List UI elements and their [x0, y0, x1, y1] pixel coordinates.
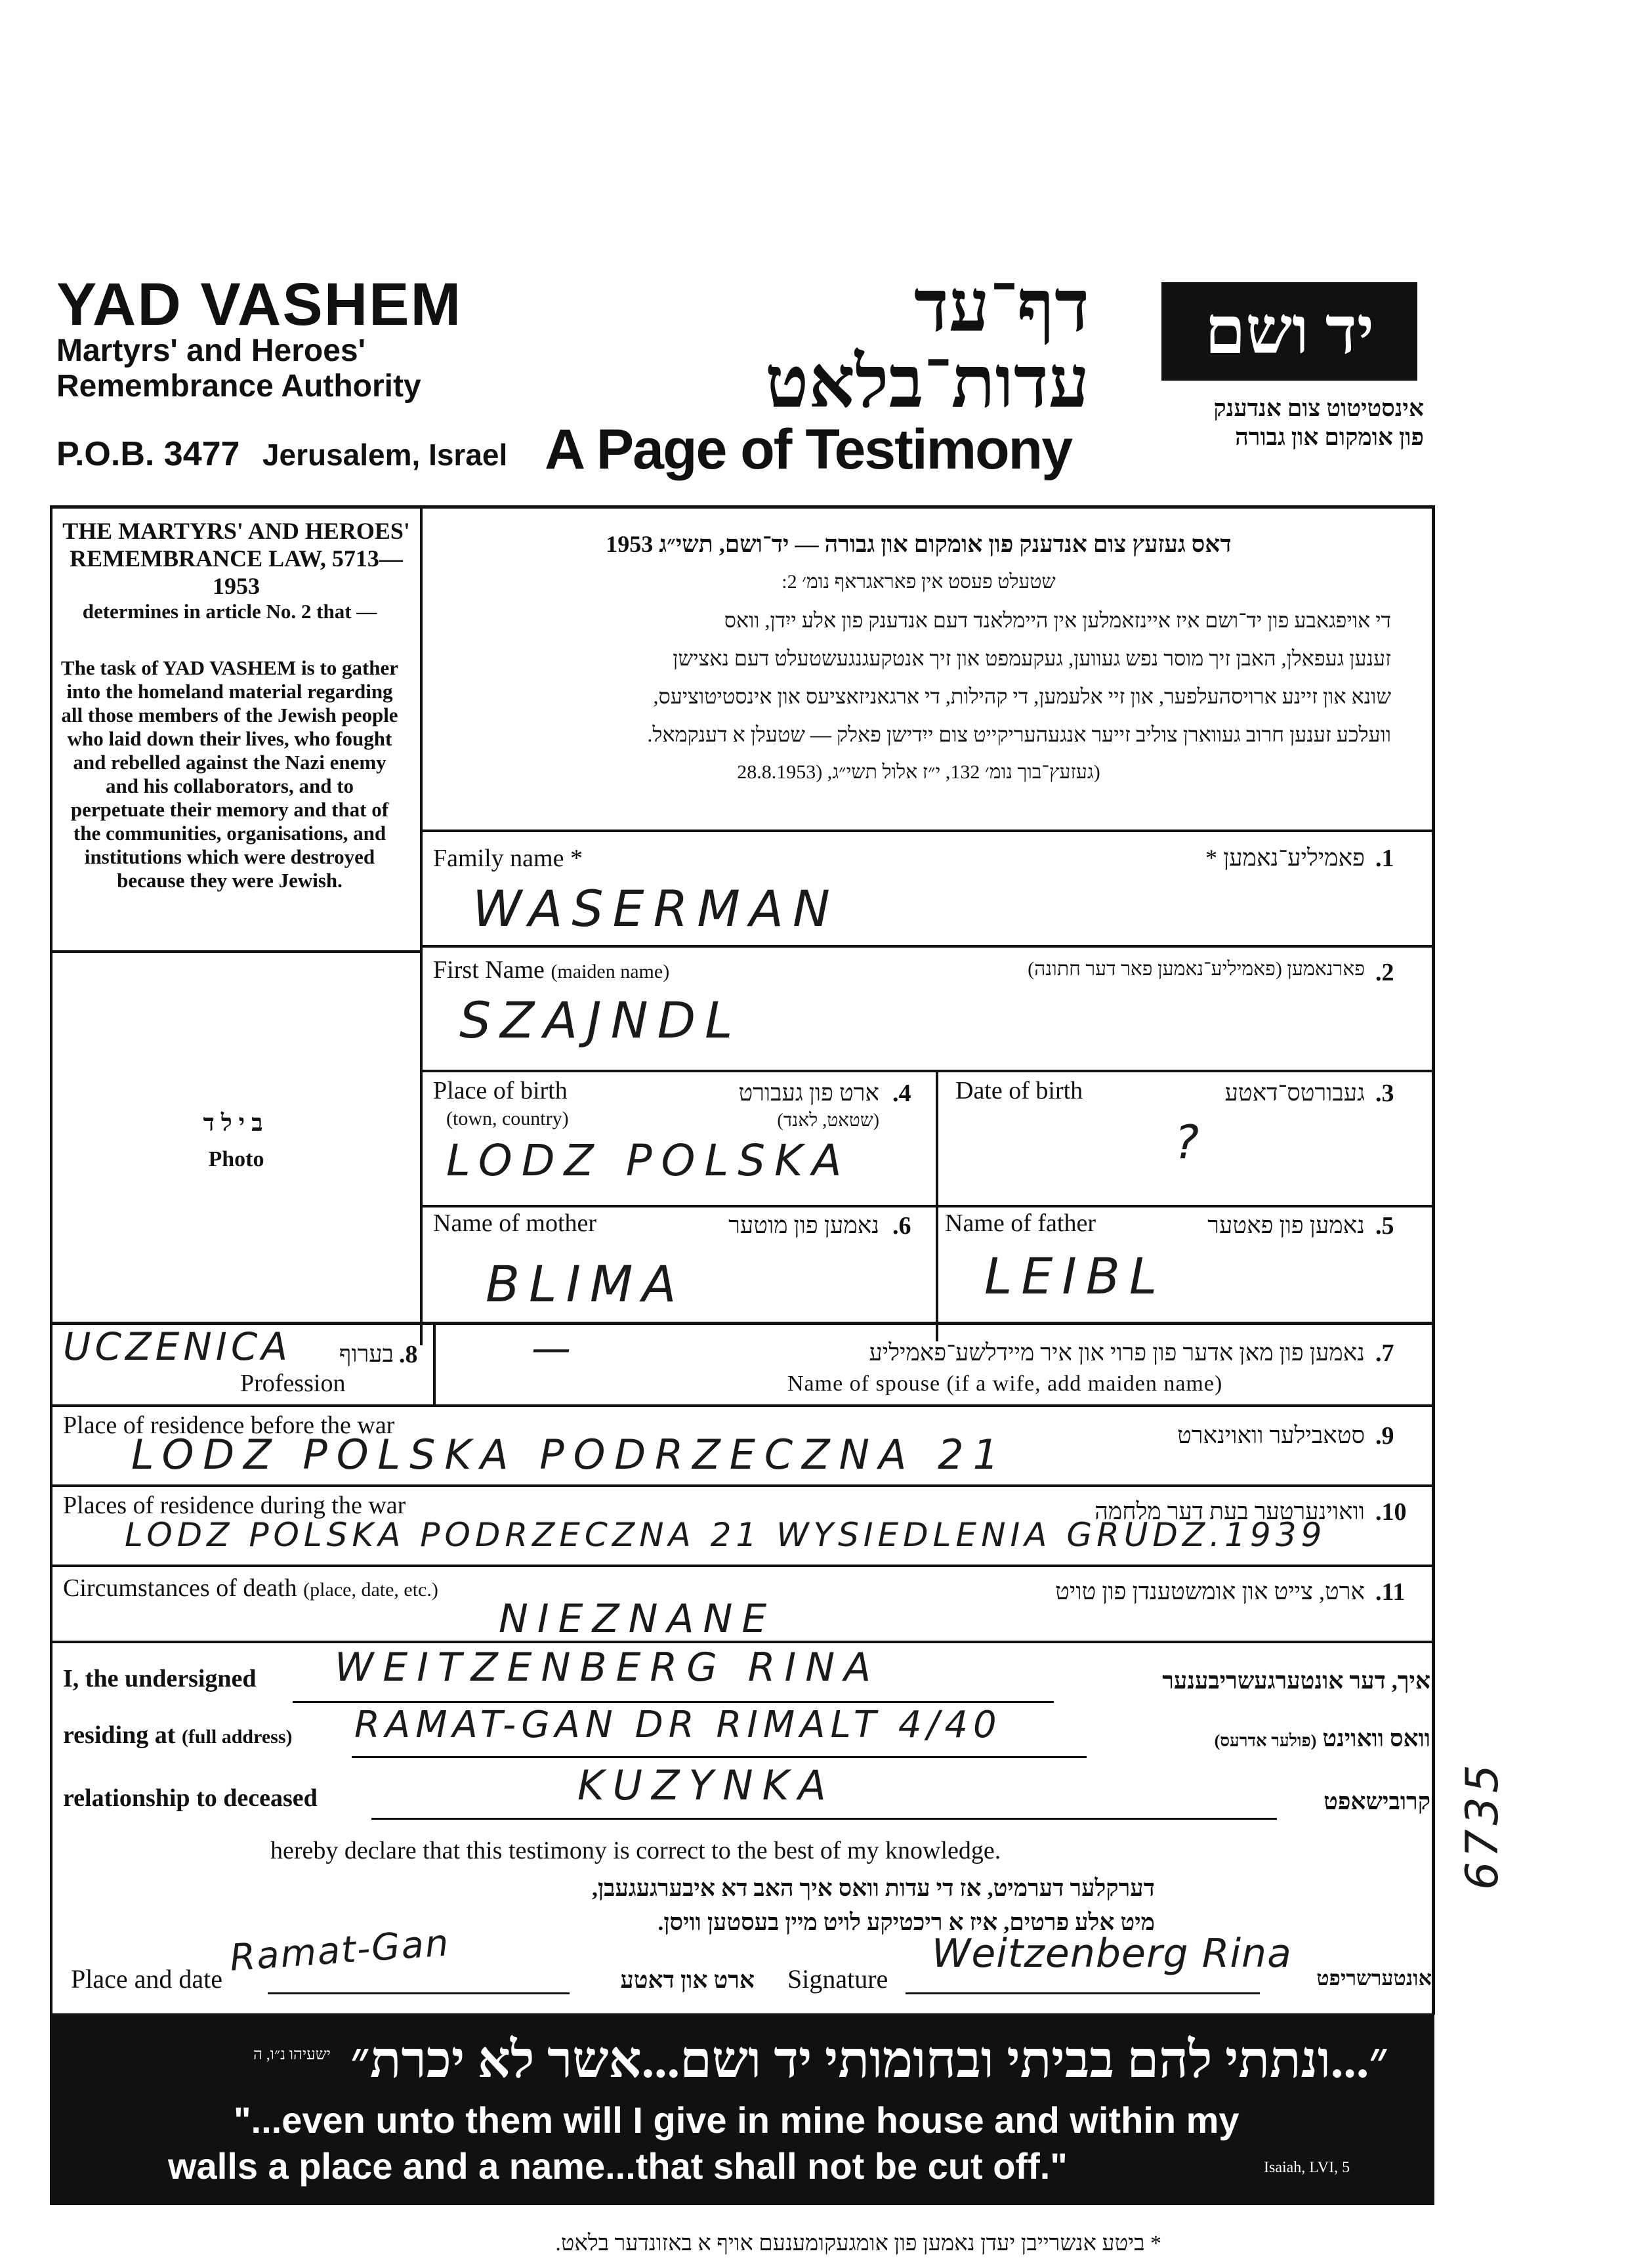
relationship-label-hebrew: קרובישאפט	[1324, 1788, 1430, 1815]
place-date-value[interactable]: Ramat-Gan	[228, 1922, 451, 1980]
photo-label-hebrew: בילד	[203, 1110, 270, 1136]
family-name-label: Family name *	[433, 845, 583, 872]
law-determines: determines in article No. 2 that —	[82, 600, 377, 623]
footer-english-line-2: walls a place and a name...that shall not be cut off."	[168, 2145, 1068, 2187]
date-of-birth-number: .3	[1375, 1080, 1394, 1107]
date-of-birth-value[interactable]: ?	[1175, 1116, 1209, 1169]
place-date-label: Place and date	[71, 1964, 222, 1994]
profession-label: Profession	[240, 1370, 346, 1397]
first-name-number: .2	[1375, 959, 1394, 986]
first-name-label-small: (maiden name)	[551, 961, 670, 982]
place-of-birth-number: .4	[892, 1080, 911, 1107]
residence-before-number: .9	[1375, 1422, 1394, 1450]
archive-number: 6735	[1457, 1760, 1509, 1890]
footer-english-reference: Isaiah, LVI, 5	[1264, 2159, 1350, 2176]
address-pob: P.O.B. 3477	[56, 435, 240, 473]
form-left-border	[50, 505, 52, 1345]
signature-label-hebrew: אונטערשריפט	[1316, 1966, 1432, 1990]
profession-divider	[433, 1322, 436, 1407]
footer-note: * ביטע אנשרייבן יעדן נאמען פון אומגעקומענעם אויף א באזונדער בלאט.	[555, 2231, 1161, 2256]
footer-hebrew-reference: ישעיהו נ״ו, ה	[253, 2046, 331, 2063]
circumstances-label-small: (place, date, etc.)	[303, 1579, 438, 1601]
place-of-birth-label: Place of birth	[433, 1077, 568, 1104]
row-divider-1	[420, 830, 1434, 832]
row-divider-7	[50, 1484, 1434, 1487]
residence-during-value[interactable]: LODZ POLSKA PODRZECZNA 21 WYSIEDLENIA GRUDZ.1939	[125, 1516, 1327, 1554]
family-name-value[interactable]: WASERMAN	[472, 879, 839, 938]
yad-vashem-logo: יד ושם	[1161, 282, 1417, 381]
spouse-label-hebrew: נאמען פון מאן אדער פון פרוי און איר מיידלשע־פאמיליע	[869, 1339, 1365, 1366]
declaration-english: hereby declare that this testimony is correct to the best of my knowledge.	[270, 1837, 1001, 1864]
residing-label-hebrew-text: וואס וואוינט	[1322, 1725, 1430, 1752]
circumstances-label-hebrew: ארט, צייט און אומשטענדן פון טויט	[1055, 1578, 1365, 1605]
residence-during-number: .10	[1375, 1498, 1407, 1526]
place-of-birth-label-small: (town, country)	[446, 1108, 569, 1129]
footer-quote-banner	[50, 2013, 1434, 2205]
org-name: YAD VASHEM	[56, 271, 463, 338]
form-left-border-lower	[50, 1322, 52, 2015]
org-subtitle: Martyrs' and Heroes' Remembrance Authority	[56, 333, 421, 404]
row-divider-4	[420, 1205, 1434, 1208]
photo-label: Photo	[208, 1147, 264, 1171]
family-name-number: .1	[1375, 845, 1394, 872]
signature-underline	[906, 1992, 1260, 1994]
row-divider-8	[50, 1564, 1434, 1567]
profession-label-hebrew: בערוף	[339, 1341, 394, 1367]
residing-label-hebrew	[1096, 1725, 1430, 1752]
residing-underline	[352, 1756, 1087, 1758]
page-title: A Page of Testimony	[545, 418, 1072, 481]
form-top-border	[50, 505, 1434, 509]
declaration-hebrew-2: מיט אלע פרטים, איז א ריכטיקע לויט מיין בעסטען וויסן.	[657, 1909, 1155, 1935]
law-photo-divider	[50, 950, 421, 953]
law-hebrew-2: שטעלט פעסט אין פאראגראף נומ׳ 2:	[782, 571, 1056, 593]
title-hebrew-2: עדות־בלאט	[764, 343, 1089, 423]
logo-subtitle-2: פון אומקום און גבורה	[1235, 424, 1424, 450]
logo-subtitle-1: אינסטיטוט צום אנדענק	[1213, 395, 1424, 421]
law-hebrew-3: די אויפגאבע פון יד־ושם איז איינזאמלען אין היימלאנד דעם אנדענק פון אלע ייִדן, וואס	[724, 608, 1391, 632]
title-hebrew-1: דף־עד	[913, 266, 1089, 346]
circumstances-number: .11	[1375, 1578, 1406, 1606]
law-body: The task of YAD VASHEM is to gather into the homeland material regarding all those members of the Jewish people who laid down their lives, who fought and rebelled against the Nazi enemy and his collaborators, and to perpetuate their memory and that of the communities, organisations, and institutions which were destroyed because they were Jewish.	[60, 656, 399, 892]
org-address	[56, 434, 507, 474]
mother-name-label-hebrew: נאמען פון מוטער	[728, 1212, 879, 1238]
residence-during-label-hebrew: וואוינערטער בעת דער מלחמה	[1094, 1498, 1365, 1524]
law-hebrew-7: (געזעץ־בוך נומ׳ 132, י״ז אלול תשי״ג, (28.8.1953	[737, 761, 1100, 783]
row-divider-2	[420, 945, 1434, 948]
row-divider-3	[420, 1070, 1434, 1072]
place-date-underline	[268, 1992, 570, 1994]
profession-number: .8	[399, 1341, 418, 1368]
mother-name-label: Name of mother	[433, 1209, 597, 1237]
law-hebrew-text	[446, 525, 1391, 791]
residence-during-label: Places of residence during the war	[63, 1492, 406, 1519]
spouse-value[interactable]: —	[532, 1326, 580, 1372]
place-date-label-hebrew: ארט און דאטע	[620, 1967, 755, 1993]
profession-value[interactable]: UCZENICA	[63, 1324, 291, 1369]
mother-name-value[interactable]: BLIMA	[486, 1255, 686, 1313]
first-name-label	[433, 956, 669, 984]
form-right-border	[1432, 505, 1435, 2015]
law-hebrew-4: זענען געפאלן, האבן זיך מוסר נפש געווען, געקעמפט און זיך אנטקעגנגעשטעלט דעם נאצישן	[673, 646, 1391, 670]
row-divider-6	[50, 1404, 1434, 1407]
law-hebrew-1: דאס געזעץ צום אנדענק פון אומקום און גבורה — יד־ושם, תשי״ג 1953	[606, 531, 1232, 557]
place-of-birth-label-hebrew-small: (שטאט, לאנד)	[777, 1110, 879, 1131]
relationship-underline	[371, 1818, 1277, 1820]
declaration-hebrew-1: דערקלער דערמיט, אז די עדות וואס איך האב דא איבערגעגעבן,	[591, 1875, 1155, 1901]
circumstances-value[interactable]: NIEZNANE	[499, 1596, 776, 1642]
mother-name-number: .6	[892, 1212, 911, 1240]
residing-label	[63, 1721, 293, 1750]
father-name-label-hebrew: נאמען פון פאטער	[1207, 1212, 1365, 1238]
logo-subtitle	[1109, 394, 1424, 452]
date-of-birth-label: Date of birth	[955, 1077, 1083, 1104]
signature-value[interactable]: Weitzenberg Rina	[932, 1931, 1292, 1977]
place-of-birth-value[interactable]: LODZ POLSKA	[446, 1135, 851, 1186]
father-name-label: Name of father	[945, 1209, 1096, 1237]
father-name-value[interactable]: LEIBL	[984, 1247, 1167, 1305]
law-hebrew-5: שונא און זיינע ארויסהעלפער, און זיי אלעמען, די קהילות, די ארגאניזאציעס און אינסטיטוציעס,	[653, 684, 1391, 708]
circumstances-label-text: Circumstances of death	[63, 1574, 297, 1602]
place-of-birth-label-hebrew: ארט פון געבורט	[738, 1080, 879, 1106]
relationship-label: relationship to deceased	[63, 1784, 318, 1812]
undersigned-label: I, the undersigned	[63, 1665, 257, 1692]
date-of-birth-label-hebrew: געבורטס־דאטע	[1224, 1080, 1365, 1106]
undersigned-value[interactable]: WEITZENBERG RINA	[335, 1645, 881, 1690]
law-hebrew-6: וועלכע זענען חרוב געווארן צוליב זייער אנגעהעריקייט צום ייִדישן פאלק — שטעלן א דענקמאל.	[647, 723, 1391, 746]
residence-before-value[interactable]: LODZ POLSKA PODRZECZNA 21	[131, 1431, 1009, 1479]
circumstances-label	[63, 1574, 438, 1603]
undersigned-underline	[293, 1701, 1054, 1703]
first-name-label-hebrew: פארנאמען (פאמיליע־נאמען פאר דער חתונה)	[1028, 958, 1365, 980]
residing-label-hebrew-small: (פולער אדרעס)	[1214, 1731, 1317, 1750]
residing-label-small: (full address)	[181, 1726, 293, 1748]
residing-label-text: residing at	[63, 1721, 176, 1749]
signature-label: Signature	[787, 1964, 888, 1994]
undersigned-label-hebrew: איך, דער אונטערגעשריבענער	[1162, 1668, 1430, 1694]
law-box-divider	[420, 505, 423, 1345]
spouse-label: Name of spouse (if a wife, add maiden name)	[787, 1372, 1223, 1396]
first-name-value[interactable]: SZAJNDL	[459, 991, 742, 1049]
residing-value[interactable]: RAMAT-GAN DR RIMALT 4/40	[354, 1704, 1002, 1746]
residence-before-label-hebrew: סטאבילער וואוינארט	[1177, 1422, 1365, 1448]
residence-before-label: Place of residence before the war	[63, 1412, 395, 1439]
family-name-label-hebrew: פאמיליע־נאמען *	[1205, 845, 1365, 871]
first-name-label-text: First Name	[433, 956, 545, 984]
spouse-number: .7	[1375, 1339, 1394, 1367]
address-city: Jerusalem, Israel	[262, 438, 508, 472]
law-title: THE MARTYRS' AND HEROES' REMEMBRANCE LAW, 5713—1953	[62, 518, 410, 599]
footer-english-line-1: "...even unto them will I give in mine house and within my	[234, 2099, 1240, 2141]
father-name-number: .5	[1375, 1212, 1394, 1240]
relationship-value[interactable]: KUZYNKA	[577, 1761, 835, 1809]
footer-hebrew-quote: ״...ונתתי להם בביתי ובחומותי יד ושם...אשר לא יכרת״	[350, 2031, 1388, 2088]
